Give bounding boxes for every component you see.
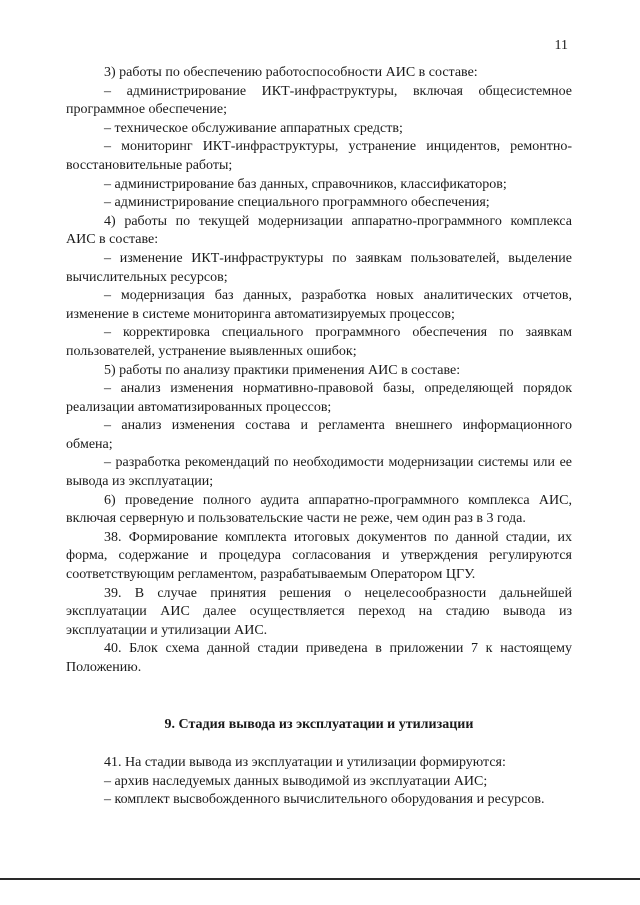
- paragraph: – анализ изменения состава и регламента внешнего информационного обмена;: [66, 418, 572, 452]
- paragraph: – изменение ИКТ-инфраструктуры по заявкам пользователей, выделение вычислительных ресурсов;: [66, 250, 572, 285]
- paragraph: – мониторинг ИКТ-инфраструктуры, устранение инцидентов, ремонтно-восстановительные работы;: [66, 139, 572, 173]
- paragraph: – архив наследуемых данных выводимой из эксплуатации АИС;: [104, 773, 488, 789]
- paragraph: 3) работы по обеспечению работоспособности АИС в составе:: [104, 65, 478, 80]
- paragraph: – анализ изменения нормативно-правовой базы, определяющей порядок реализации автоматизированных процессов;: [66, 381, 572, 415]
- scan-edge-line: [0, 878, 640, 880]
- document-body: [66, 64, 572, 810]
- paragraph: 6) проведение полного аудита аппаратно-программного комплекса АИС, включая серверную и пользовательские части не реже, чем один раз в 3 года.: [66, 492, 572, 527]
- paragraph: 5) работы по анализу практики применения АИС в составе:: [104, 362, 461, 378]
- paragraph: – техническое обслуживание аппаратных средств;: [104, 120, 403, 136]
- paragraph: 39. В случае принятия решения о нецелесообразности дальнейшей эксплуатации АИС далее осуществляется переход на стадию вывода из эксплуатации и утилизации АИС.: [66, 585, 572, 638]
- paragraph: – администрирование ИКТ-инфраструктуры, включая общесистемное программное обеспечение;: [66, 83, 572, 118]
- page-number: 11: [554, 38, 568, 53]
- paragraph: 38. Формирование комплекта итоговых документов по данной стадии, их форма, содержание и процедура согласования и утверждения регулируются соответствующим регламентом, разрабатываемым Оператором ЦГУ.: [66, 529, 572, 583]
- paragraph: – разработка рекомендаций по необходимости модернизации системы или ее вывода из эксплуатации;: [66, 455, 572, 490]
- paragraph: – комплект высвобожденного вычислительного оборудования и ресурсов.: [104, 792, 545, 808]
- section-heading: 9. Стадия вывода из эксплуатации и утилизации: [164, 716, 474, 732]
- paragraph: 4) работы по текущей модернизации аппаратно-программного комплекса АИС в составе:: [66, 213, 572, 248]
- paragraph: – модернизация баз данных, разработка новых аналитических отчетов, изменение в системе мониторинга автоматизируемых процессов;: [66, 288, 572, 322]
- paragraph: – администрирование баз данных, справочников, классификаторов;: [104, 176, 507, 192]
- paragraph: – корректировка специального программного обеспечения по заявкам пользователей, устранение выявленных ошибок;: [66, 325, 572, 359]
- paragraph: 41. На стадии вывода из эксплуатации и утилизации формируются:: [104, 755, 506, 771]
- paragraph: 40. Блок схема данной стадии приведена в приложении 7 к настоящему Положению.: [66, 641, 572, 675]
- paragraph: – администрирование специального программного обеспечения;: [104, 195, 490, 211]
